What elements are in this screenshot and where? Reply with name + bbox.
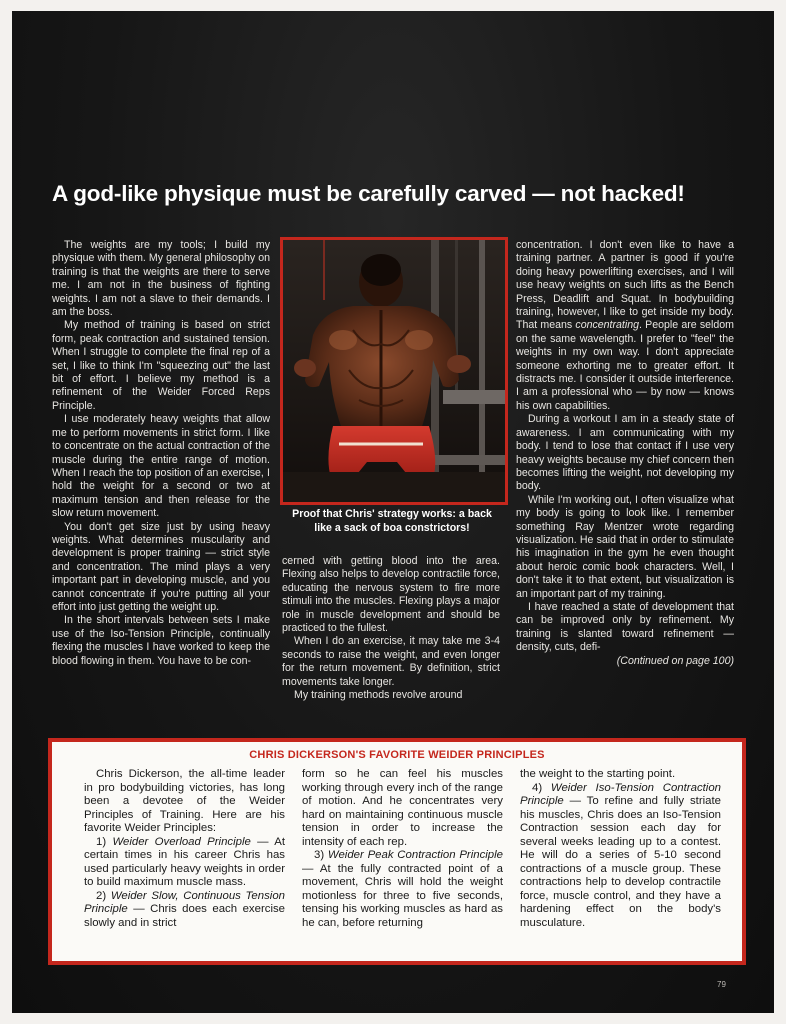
principle-name: Weider Overload Principle (112, 835, 251, 848)
paragraph: I use moderately heavy weights that allow me to perform movements in strict form. I like to concentrate on the actual contraction of the muscle during the entire range of motion. When I reach the top position of an exercise, I hold the weight for a second or two at maximum tension and then release for the slow return movement. (52, 413, 270, 520)
paragraph (516, 239, 734, 413)
paragraph (84, 836, 285, 890)
list-number: 2) (96, 889, 107, 902)
paragraph: form so he can feel his muscles working through every inch of the range of motion. And he concentrates very hard on maintaining continuous muscle tension in order to increase the intensity of each rep. (302, 768, 503, 848)
page-number: 79 (717, 980, 726, 989)
list-number: 1) (96, 835, 107, 848)
paragraph: cerned with getting blood into the area. Flexing also helps to develop contractile force, educating the nervous system to fire more stimuli into the muscles. Flexing plays a major role in muscle development and should be practiced to the fullest. (282, 555, 500, 635)
paragraph: The weights are my tools; I build my physique with them. My general philosophy on training is that the weights are there to serve me. I am not in the business of fighting weights. I am not a slave to their demands. I am the boss. (52, 239, 270, 319)
text-run: concentration. I don't even like to have a training partner. A partner is good if you're doing heavy powerlifting exercises, and I will use heavy weights on such lifts as the Bench Press, Deadlift and Squat. In bodybuilding training, however, I like to get inside my body. That means (516, 239, 734, 332)
sidebar-title: CHRIS DICKERSON'S FAVORITE WEIDER PRINCIPLES (249, 749, 545, 761)
text-run: . People are seldom on the same wavelength. I prefer to "feel" the weights in my own way. I don't appreciate someone exhorting me to greater effort. It distracts me. I consider it outside interference. I am a professional who — by now — knows his own capabilities. (516, 319, 734, 412)
magazine-page (12, 11, 774, 1013)
article-column-3 (516, 239, 734, 668)
paragraph: the weight to the starting point. (520, 768, 676, 780)
paragraph: Chris Dickerson, the all-time leader in pro bodybuilding victories, has long been a devotee of the Weider Principles of Training. Here are his favorite Weider Principles: (84, 768, 285, 834)
photo-caption: Proof that Chris' strategy works: a back like a sack of boa constrictors! (292, 508, 492, 534)
paragraph: I have reached a state of development that can be improved only by refinement. My training is slanted toward refinement — density, cuts, defi- (516, 600, 734, 654)
article-column-2 (282, 555, 500, 702)
continued-note: (Continued on page 100) (616, 654, 734, 667)
paragraph: My method of training is based on strict form, peak contraction and sustained tension. When I struggle to complete the final rep of a set, I like to think I'm "squeezing out" the last bit of effort. I believe my method is a refinement of the Weider Forced Reps Principle. (52, 319, 270, 412)
sidebar-box (48, 738, 746, 965)
list-number: 3) (314, 849, 325, 861)
headline: A god-like physique must be carefully carved — not hacked! (52, 181, 685, 206)
article-column-1 (52, 239, 270, 668)
text-run: — At the fully contracted point of a movement, Chris will hold the weight motionless for three to five seconds, tensing his working muscles as hard as he can, before returning (302, 862, 503, 929)
principle-name: Weider Slow, Continuous Tension Principle (84, 889, 285, 915)
principle-name: Weider Iso-Tension Contraction Principle (520, 781, 722, 807)
paragraph: When I do an exercise, it may take me 3-4 seconds to raise the weight, and even longer for the return movement. By definition, strict movements take longer. (282, 635, 500, 688)
text-run: — Chris does each exercise slowly and in strict (84, 903, 285, 929)
paragraph (520, 782, 721, 931)
photo-illustration (283, 240, 505, 502)
list-number: 4) (532, 781, 543, 794)
paragraph: My training methods revolve around (294, 689, 463, 702)
emphasis-text: concentrating (575, 319, 639, 332)
text-run: — At certain times in his career Chris has used particularly heavy weights in order to build maximum muscle mass. (84, 835, 286, 888)
text-run: — To refine and fully striate his muscles, Chris does an Iso-Tension Contraction session each day for several weeks leading up to a contest. He will do a series of 5-10 second contractions of a muscle group. These contractions help to develop contractile force, muscle control, and they have a hardening effect on the body's musculature. (520, 795, 721, 929)
sidebar-column-1 (84, 768, 285, 930)
paragraph (302, 849, 503, 930)
paragraph (84, 890, 285, 931)
sidebar-column-3 (520, 768, 721, 930)
paragraph: During a workout I am in a steady state of awareness. I am communicating with my body. I tend to lose that contact if I use very heavy weights because my chief concern then becomes lifting the weight, not developing my body. (516, 413, 734, 493)
paragraph: While I'm working out, I often visualize what my body is going to look like. I remember something Ray Mentzer wrote regarding visualization. He said that in order to stimulate his imagination in the gym he even thought about heroic comic book characters. Well, I don't take it to that extent, but visualization is an important part of my training. (516, 493, 734, 600)
paragraph: You don't get size just by using heavy weights. What determines muscularity and development is proper training — strict style and concentration. The mind plays a very important part in developing muscle, and you cannot concentrate if you're putting all your effort into just getting the weight up. (52, 520, 270, 613)
paragraph: In the short intervals between sets I make use of the Iso-Tension Principle, continually flexing the muscles I have worked to keep the blood flowing in them. You have to be con- (52, 614, 270, 667)
sidebar-column-2 (302, 768, 503, 930)
principle-name: Weider Peak Contraction Principle (327, 849, 504, 861)
bodybuilder-back-photo (280, 237, 508, 505)
